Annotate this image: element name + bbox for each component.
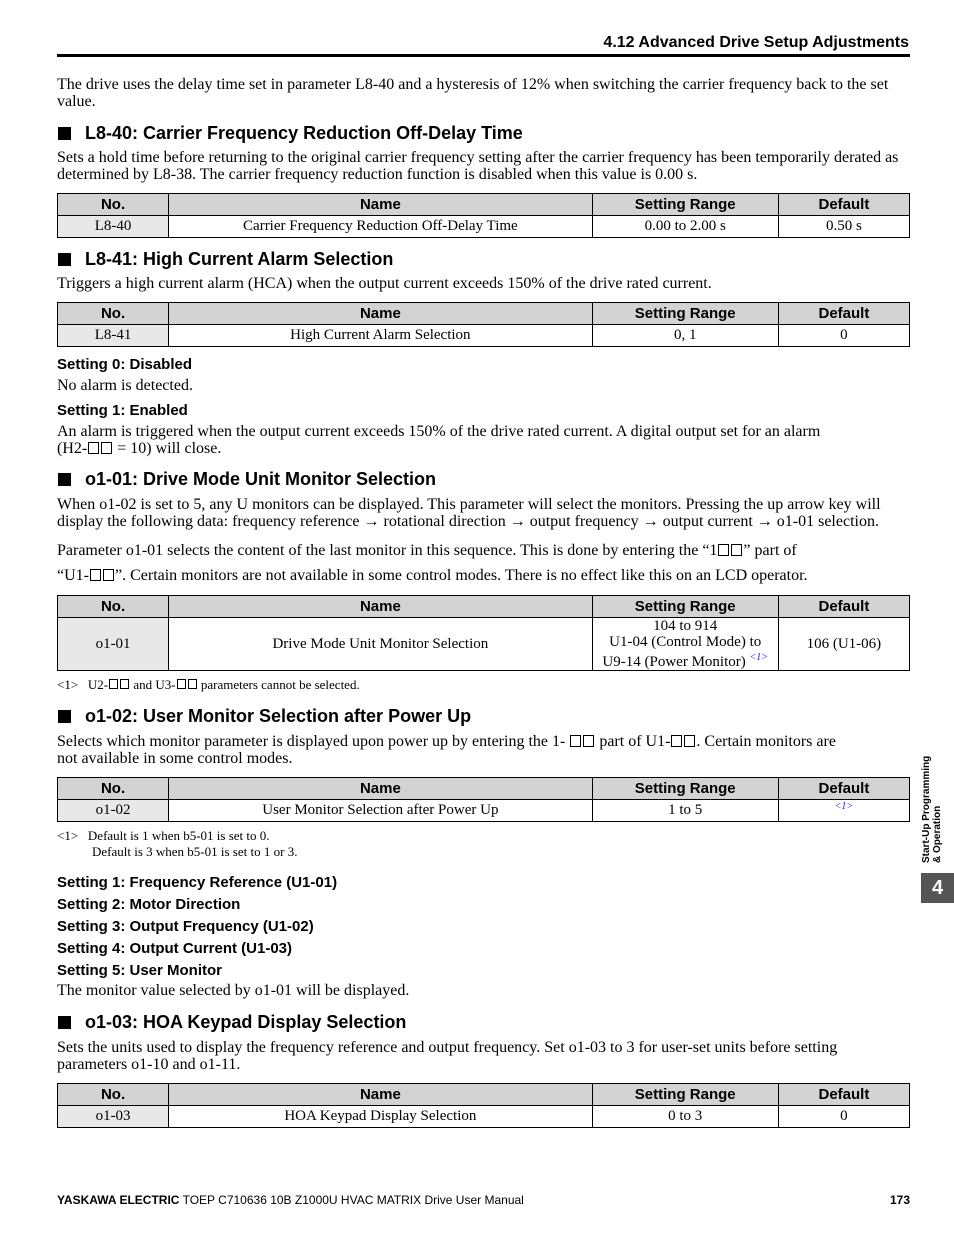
o102-footnote: <1> Default is 1 when b5-01 is set to 0. Default is 3 when b5-01 is set to 1 or 3. <box>57 828 298 859</box>
o102-setting-3: Setting 3: Output Frequency (U1-02) <box>57 918 314 935</box>
o101-description-2: Parameter o1-01 selects the content of the last monitor in this sequence. This is done by entering the “1 ” part of “U1- ”. Certain monitors are not available in some control modes. There is no effect like this on an LCD operator. <box>57 542 808 584</box>
placeholder-box-icon <box>718 544 729 556</box>
footnote-ref-link[interactable]: <1> <box>749 652 768 663</box>
col-range: Setting Range <box>592 303 778 325</box>
col-range: Setting Range <box>592 194 778 216</box>
placeholder-box-icon <box>570 735 581 747</box>
placeholder-box-icon <box>101 442 112 454</box>
section-bullet-icon <box>58 1016 71 1029</box>
col-name: Name <box>169 1084 592 1106</box>
header-rule <box>57 54 910 57</box>
l841-heading: L8-41: High Current Alarm Selection <box>57 248 910 270</box>
col-name: Name <box>169 303 592 325</box>
placeholder-box-icon <box>88 442 99 454</box>
o103-heading: o1-03: HOA Keypad Display Selection <box>57 1011 910 1033</box>
col-default: Default <box>778 596 909 618</box>
o102-setting5-text: The monitor value selected by o1-01 will be displayed. <box>57 982 410 999</box>
l841-setting1-text: An alarm is triggered when the output current exceeds 150% of the drive rated current. A digital output set for an alarm (H2- = 10) will close. <box>57 423 821 457</box>
footnote-ref-link[interactable]: <1> <box>834 801 854 812</box>
l841-table <box>57 302 910 347</box>
table-row <box>58 216 910 238</box>
col-range: Setting Range <box>592 1084 778 1106</box>
placeholder-box-icon <box>103 569 114 581</box>
o102-setting-4: Setting 4: Output Current (U1-03) <box>57 940 292 957</box>
col-no: No. <box>58 596 169 618</box>
l841-setting1-title: Setting 1: Enabled <box>57 402 188 419</box>
cell-no: o1-03 <box>58 1106 169 1128</box>
col-range: Setting Range <box>592 596 778 618</box>
placeholder-box-icon <box>188 679 197 689</box>
l840-description: Sets a hold time before returning to the original carrier frequency setting after the carrier frequency has been temporarily derated as determined by L8-38. The carrier frequency reduction function is disabled when this value is 0.00 s. <box>57 149 899 183</box>
o103-description: Sets the units used to display the frequency reference and output frequency. Set o1-03 to 3 for user-set units before setting parameters o1-10 and o1-11. <box>57 1039 838 1073</box>
placeholder-box-icon <box>583 735 594 747</box>
cell-name: HOA Keypad Display Selection <box>169 1106 592 1128</box>
col-name: Name <box>169 778 592 800</box>
cell-default: 0.50 s <box>778 216 909 238</box>
o102-description: Selects which monitor parameter is displayed upon power up by entering the 1- part of U1- . Certain monitors are not available in some control modes. <box>57 733 836 767</box>
cell-no: L8-41 <box>58 325 169 347</box>
chapter-number-tab[interactable]: 4 <box>921 873 954 903</box>
o102-table <box>57 777 910 822</box>
placeholder-box-icon <box>90 569 101 581</box>
cell-no: L8-40 <box>58 216 169 238</box>
page-content <box>57 76 910 1128</box>
chapter-side-label: Start-Up Programming & Operation <box>921 755 943 863</box>
o101-footnote: <1> U2- and U3- parameters cannot be selected. <box>57 677 360 692</box>
page-number: 173 <box>889 1193 910 1207</box>
cell-name: User Monitor Selection after Power Up <box>169 800 592 822</box>
o101-description-1: When o1-02 is set to 5, any U monitors can be displayed. This parameter will select the monitors. Pressing the up arrow key will display the following data: frequency reference → rotational direction → output frequency → output current → o1-01 selection. <box>57 496 881 530</box>
cell-range: 0.00 to 2.00 s <box>592 216 778 238</box>
cell-no: o1-01 <box>58 618 169 671</box>
section-bullet-icon <box>58 710 71 723</box>
section-bullet-icon <box>58 473 71 486</box>
intro-paragraph: The drive uses the delay time set in parameter L8-40 and a hysteresis of 12% when switching the carrier frequency back to the set value. <box>57 76 889 110</box>
col-no: No. <box>58 194 169 216</box>
cell-name: High Current Alarm Selection <box>169 325 592 347</box>
placeholder-box-icon <box>109 679 118 689</box>
l840-table <box>57 193 910 238</box>
l841-description: Triggers a high current alarm (HCA) when the output current exceeds 150% of the drive rated current. <box>57 275 712 292</box>
placeholder-box-icon <box>684 735 695 747</box>
page-header-title: 4.12 Advanced Drive Setup Adjustments <box>603 34 909 51</box>
col-default: Default <box>778 778 909 800</box>
o101-table <box>57 595 910 671</box>
page-footer <box>57 1193 910 1207</box>
placeholder-box-icon <box>177 679 186 689</box>
cell-range: 0 to 3 <box>592 1106 778 1128</box>
o102-heading: o1-02: User Monitor Selection after Power Up <box>57 705 910 727</box>
table-row <box>58 325 910 347</box>
cell-no: o1-02 <box>58 800 169 822</box>
o102-setting-5: Setting 5: User Monitor <box>57 962 223 979</box>
cell-range: 1 to 5 <box>592 800 778 822</box>
col-default: Default <box>778 303 909 325</box>
section-bullet-icon <box>58 127 71 140</box>
col-default: Default <box>778 1084 909 1106</box>
o103-table <box>57 1083 910 1128</box>
footer-doc-title: YASKAWA ELECTRIC TOEP C710636 10B Z1000U HVAC MATRIX Drive User Manual <box>57 1193 524 1207</box>
placeholder-box-icon <box>120 679 129 689</box>
col-range: Setting Range <box>592 778 778 800</box>
table-row <box>58 800 910 822</box>
col-default: Default <box>778 194 909 216</box>
cell-default <box>778 800 909 822</box>
col-name: Name <box>169 194 592 216</box>
table-row <box>58 1106 910 1128</box>
cell-default: 0 <box>778 1106 909 1128</box>
col-no: No. <box>58 303 169 325</box>
section-bullet-icon <box>58 253 71 266</box>
cell-name: Drive Mode Unit Monitor Selection <box>169 618 592 671</box>
cell-range: 0, 1 <box>592 325 778 347</box>
l841-setting0-text: No alarm is detected. <box>57 377 193 394</box>
cell-default: 0 <box>778 325 909 347</box>
cell-default: 106 (U1-06) <box>778 618 909 671</box>
col-no: No. <box>58 778 169 800</box>
col-name: Name <box>169 596 592 618</box>
o101-heading: o1-01: Drive Mode Unit Monitor Selection <box>57 468 910 490</box>
l840-heading: L8-40: Carrier Frequency Reduction Off-Delay Time <box>57 122 910 144</box>
l841-setting0-title: Setting 0: Disabled <box>57 356 193 373</box>
placeholder-box-icon <box>671 735 682 747</box>
cell-name: Carrier Frequency Reduction Off-Delay Time <box>169 216 592 238</box>
o102-setting-2: Setting 2: Motor Direction <box>57 896 241 913</box>
o102-setting-1: Setting 1: Frequency Reference (U1-01) <box>57 874 338 891</box>
placeholder-box-icon <box>731 544 742 556</box>
cell-range: 104 to 914 U1-04 (Control Mode) to U9-14 (Power Monitor) $^{<1>}$ <box>592 618 778 671</box>
table-row <box>58 618 910 671</box>
col-no: No. <box>58 1084 169 1106</box>
